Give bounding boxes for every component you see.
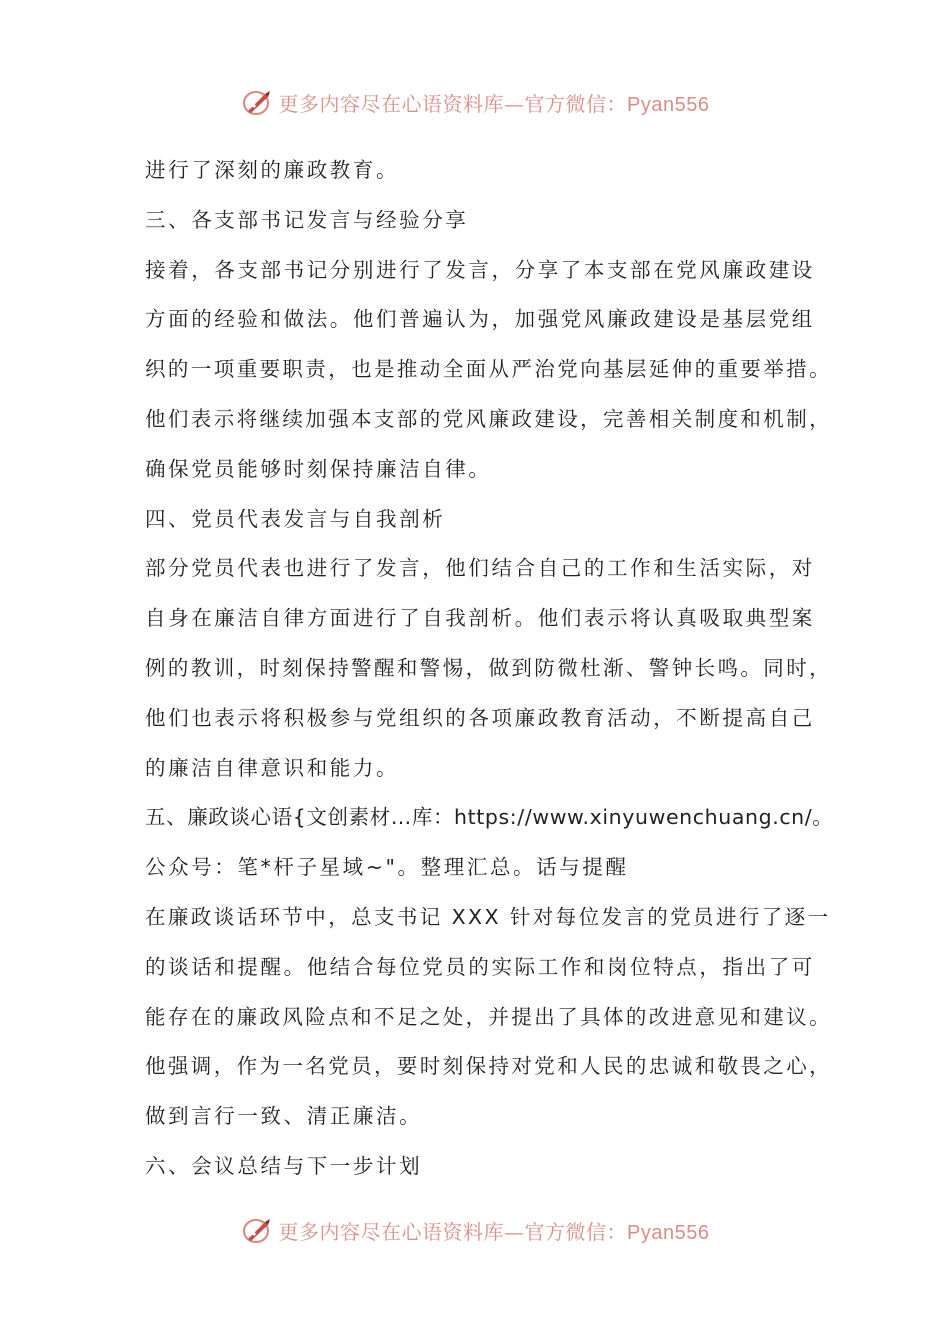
footer-banner-text: 更多内容尽在心语资料库—官方微信：Pyan556 [278,1219,710,1244]
section-heading: 三、各支部书记发言与经验分享 [145,207,469,232]
header-banner [0,80,950,124]
text-line: 方面的经验和做法。他们普遍认为，加强党风廉政建设是基层党组 [145,307,815,332]
footer-wechat-id: Pyan556 [627,1221,710,1244]
text-line: 部分党员代表也进行了发言，他们结合自己的工作和生活实际，对 [145,556,815,581]
text-line: 他们表示将继续加强本支部的党风廉政建设，完善相关制度和机制， [145,406,832,431]
section-heading: 四、党员代表发言与自我剖析 [145,506,446,531]
footer-banner [0,1208,950,1252]
section-heading: 六、会议总结与下一步计划 [145,1153,423,1178]
text-line: 的谈话和提醒。他结合每位党员的实际工作和岗位特点，指出了可 [145,954,815,979]
text-line: 他们也表示将积极参与党组织的各项廉政教育活动，不断提高自己 [145,705,815,730]
pen-nib-logo-icon [241,85,275,119]
text-line: 做到言行一致、清正廉洁。 [145,1104,423,1129]
text-line: 织的一项重要职责，也是推动全面从严治党向基层延伸的重要举措。 [145,357,832,382]
text-line: 进行了深刻的廉政教育。 [145,158,400,182]
text-line: 在廉政谈话环节中，总支书记 XXX 针对每位发言的党员进行了逐一 [145,904,831,929]
document-body [145,146,834,1192]
section-heading: 五、廉政谈心语{文创素材…库：https://www.xinyuwenchuang.cn/。 [145,805,834,830]
text-line: 自身在廉洁自律方面进行了自我剖析。他们表示将认真吸取典型案 [145,606,815,631]
text-line: 例的教训，时刻保持警醒和警惕，做到防微杜渐、警钟长鸣。同时， [145,655,832,680]
text-line: 他强调，作为一名党员，要时刻保持对党和人民的忠诚和敬畏之心， [145,1054,832,1079]
text-line: 公众号：笔*杆子星域~"。整理汇总。话与提醒 [145,855,629,880]
text-line: 接着，各支部书记分别进行了发言，分享了本支部在党风廉政建设 [145,257,815,282]
text-line: 能存在的廉政风险点和不足之处，并提出了具体的改进意见和建议。 [145,1004,832,1029]
pen-nib-logo-icon [241,1213,275,1247]
text-line: 的廉洁自律意识和能力。 [145,755,400,780]
header-banner-text: 更多内容尽在心语资料库—官方微信：Pyan556 [278,91,710,116]
header-wechat-id: Pyan556 [627,93,710,116]
text-line: 确保党员能够时刻保持廉洁自律。 [145,456,492,481]
